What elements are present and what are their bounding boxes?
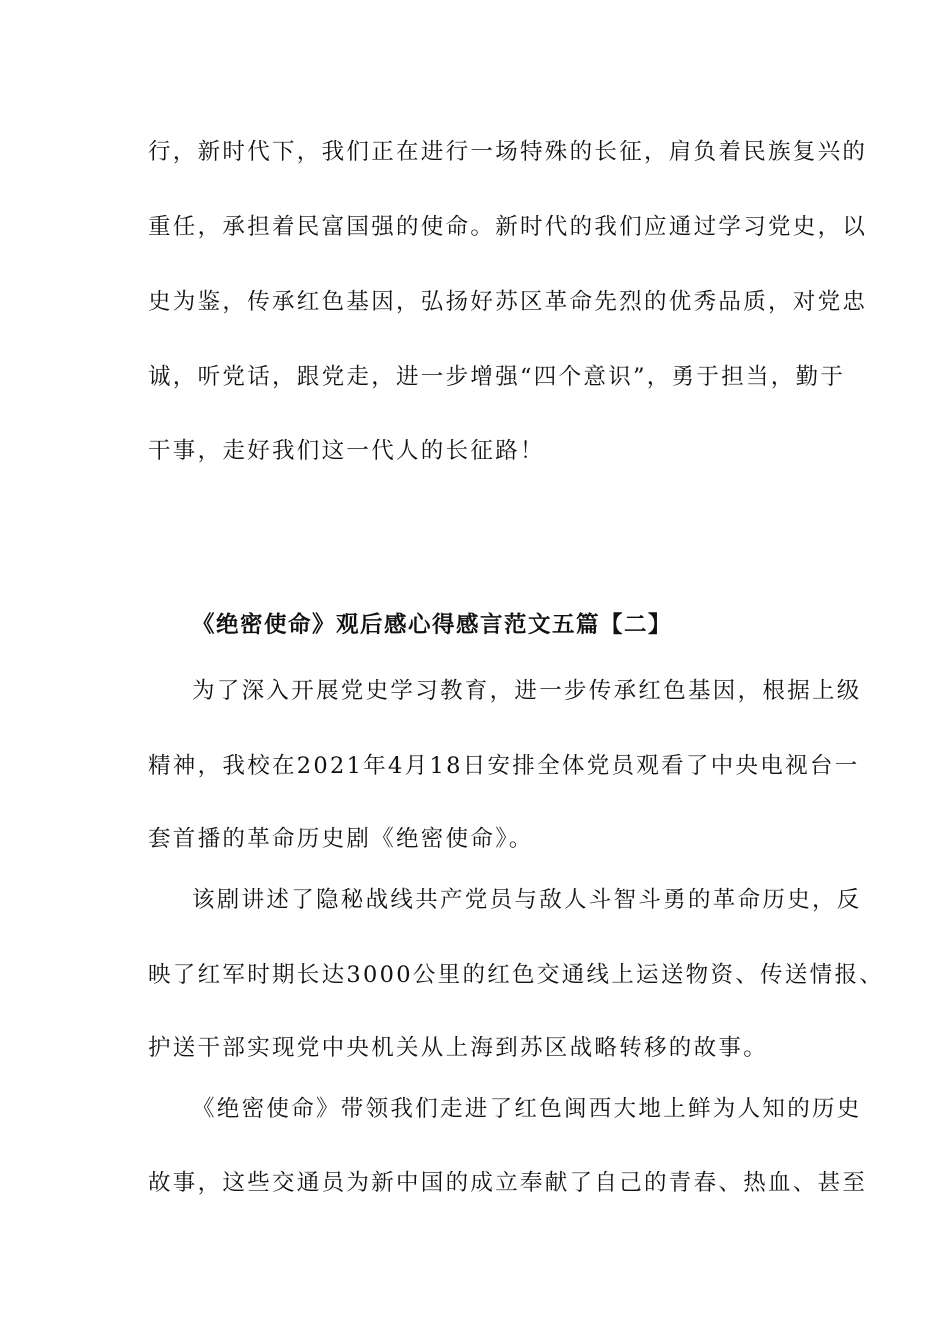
paragraph-line: 套首播的革命历史剧《绝密使命》。 [148,826,534,852]
paragraph-line: 《绝密使命》带领我们走进了红色闽西大地上鲜为人知的历史 [192,1096,862,1122]
paragraph-line: 行，新时代下，我们正在进行一场特殊的长征，肩负着民族复兴的 [148,139,868,165]
paragraph-line: 故事，这些交通员为新中国的成立奉献了自己的青春、热血、甚至 [148,1170,868,1196]
paragraph-line: 重任，承担着民富国强的使命。新时代的我们应通过学习党史，以 [148,214,868,240]
paragraph-line: 为了深入开展党史学习教育，进一步传承红色基因，根据上级 [192,678,862,704]
paragraph-line: 映了红军时期长达3000公里的红色交通线上运送物资、传送情报、 [148,962,885,988]
paragraph-line: 该剧讲述了隐秘战线共产党员与敌人斗智斗勇的革命历史，反 [192,887,862,913]
paragraph-line: 诚，听党话，跟党走，进一步增强“四个意识”，勇于担当，勤于 [148,364,846,390]
paragraph-line: 护送干部实现党中央机关从上海到苏区战略转移的故事。 [148,1035,769,1061]
paragraph-line: 精神，我校在2021年4月18日安排全体党员观看了中央电视台一 [148,753,860,779]
section-heading: 《绝密使命》观后感心得感言范文五篇【二】 [192,612,673,638]
paragraph-line: 史为鉴，传承红色基因，弘扬好苏区革命先烈的优秀品质，对党忠 [148,289,868,315]
paragraph-line: 干事，走好我们这一代人的长征路！ [148,438,545,464]
